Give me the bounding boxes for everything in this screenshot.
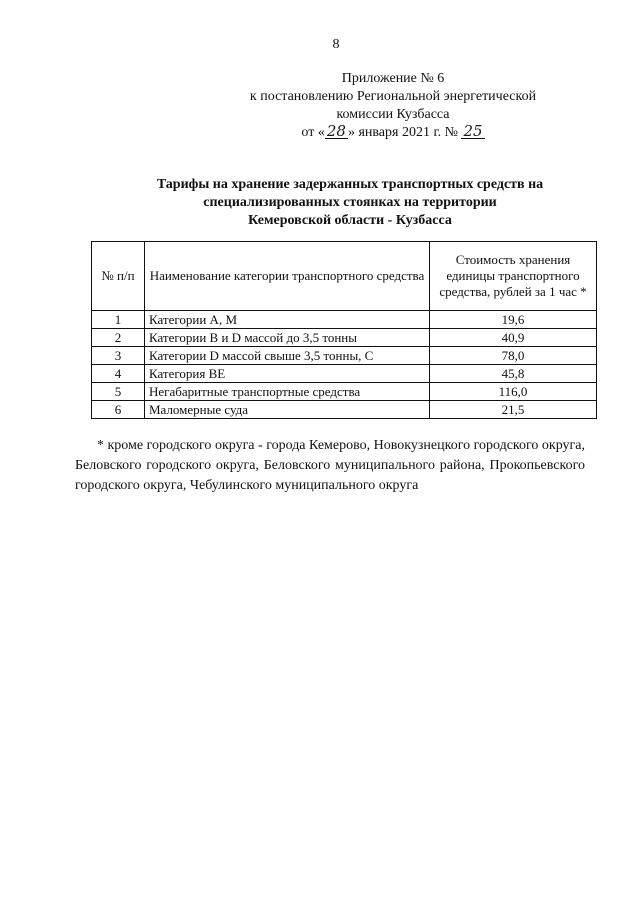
table-row bbox=[92, 365, 597, 383]
table-header-row bbox=[92, 242, 597, 311]
title-line-3: Кемеровской области - Кузбасса bbox=[248, 213, 452, 228]
page-number: 8 bbox=[332, 37, 340, 52]
table-row bbox=[92, 311, 597, 329]
row-category: Категории А, М bbox=[145, 311, 430, 329]
row-category: Категория ВЕ bbox=[145, 365, 430, 383]
appendix-date-line bbox=[228, 124, 558, 142]
header-category: Наименование категории транспортного средства bbox=[145, 242, 430, 311]
table-row bbox=[92, 401, 597, 419]
header-num: № п/п bbox=[92, 242, 145, 311]
appendix-header bbox=[228, 70, 558, 142]
footnote: * кроме городского округа - города Кемерово, Новокузнецкого городского округа, Беловского городского округа, Беловского муниципального района, Прокопьевского городского округа, Чебулинского муниципального округа bbox=[75, 438, 585, 493]
handwritten-doc-number: 25 bbox=[463, 122, 483, 140]
title-line-1: Тарифы на хранение задержанных транспортных средств на bbox=[156, 177, 544, 192]
row-cost: 116,0 bbox=[430, 383, 597, 401]
table-row bbox=[92, 329, 597, 347]
row-cost: 21,5 bbox=[430, 401, 597, 419]
handwritten-day: 28 bbox=[326, 122, 346, 140]
document-title bbox=[100, 176, 600, 230]
table-row bbox=[92, 347, 597, 365]
row-category: Категории В и D массой до 3,5 тонны bbox=[145, 329, 430, 347]
row-num: 1 bbox=[92, 311, 145, 329]
header-cost: Стоимость хранения единицы транспортного средства, рублей за 1 час * bbox=[430, 242, 597, 311]
tariff-table bbox=[91, 241, 597, 419]
row-category: Маломерные суда bbox=[145, 401, 430, 419]
appendix-authority: комиссии Кузбасса bbox=[336, 107, 450, 122]
row-num: 6 bbox=[92, 401, 145, 419]
row-num: 2 bbox=[92, 329, 145, 347]
date-prefix: от « bbox=[301, 125, 325, 140]
row-cost: 45,8 bbox=[430, 365, 597, 383]
row-cost: 78,0 bbox=[430, 347, 597, 365]
date-middle: » января 2021 г. № bbox=[347, 125, 462, 140]
row-category: Категории D массой свыше 3,5 тонны, С bbox=[145, 347, 430, 365]
row-num: 5 bbox=[92, 383, 145, 401]
appendix-reference: к постановлению Региональной энергетической bbox=[249, 89, 537, 104]
row-cost: 40,9 bbox=[430, 329, 597, 347]
row-category: Негабаритные транспортные средства bbox=[145, 383, 430, 401]
title-line-2: специализированных стоянках на территории bbox=[203, 195, 497, 210]
appendix-number: Приложение № 6 bbox=[341, 71, 445, 86]
row-num: 4 bbox=[92, 365, 145, 383]
row-cost: 19,6 bbox=[430, 311, 597, 329]
row-num: 3 bbox=[92, 347, 145, 365]
table-row bbox=[92, 383, 597, 401]
